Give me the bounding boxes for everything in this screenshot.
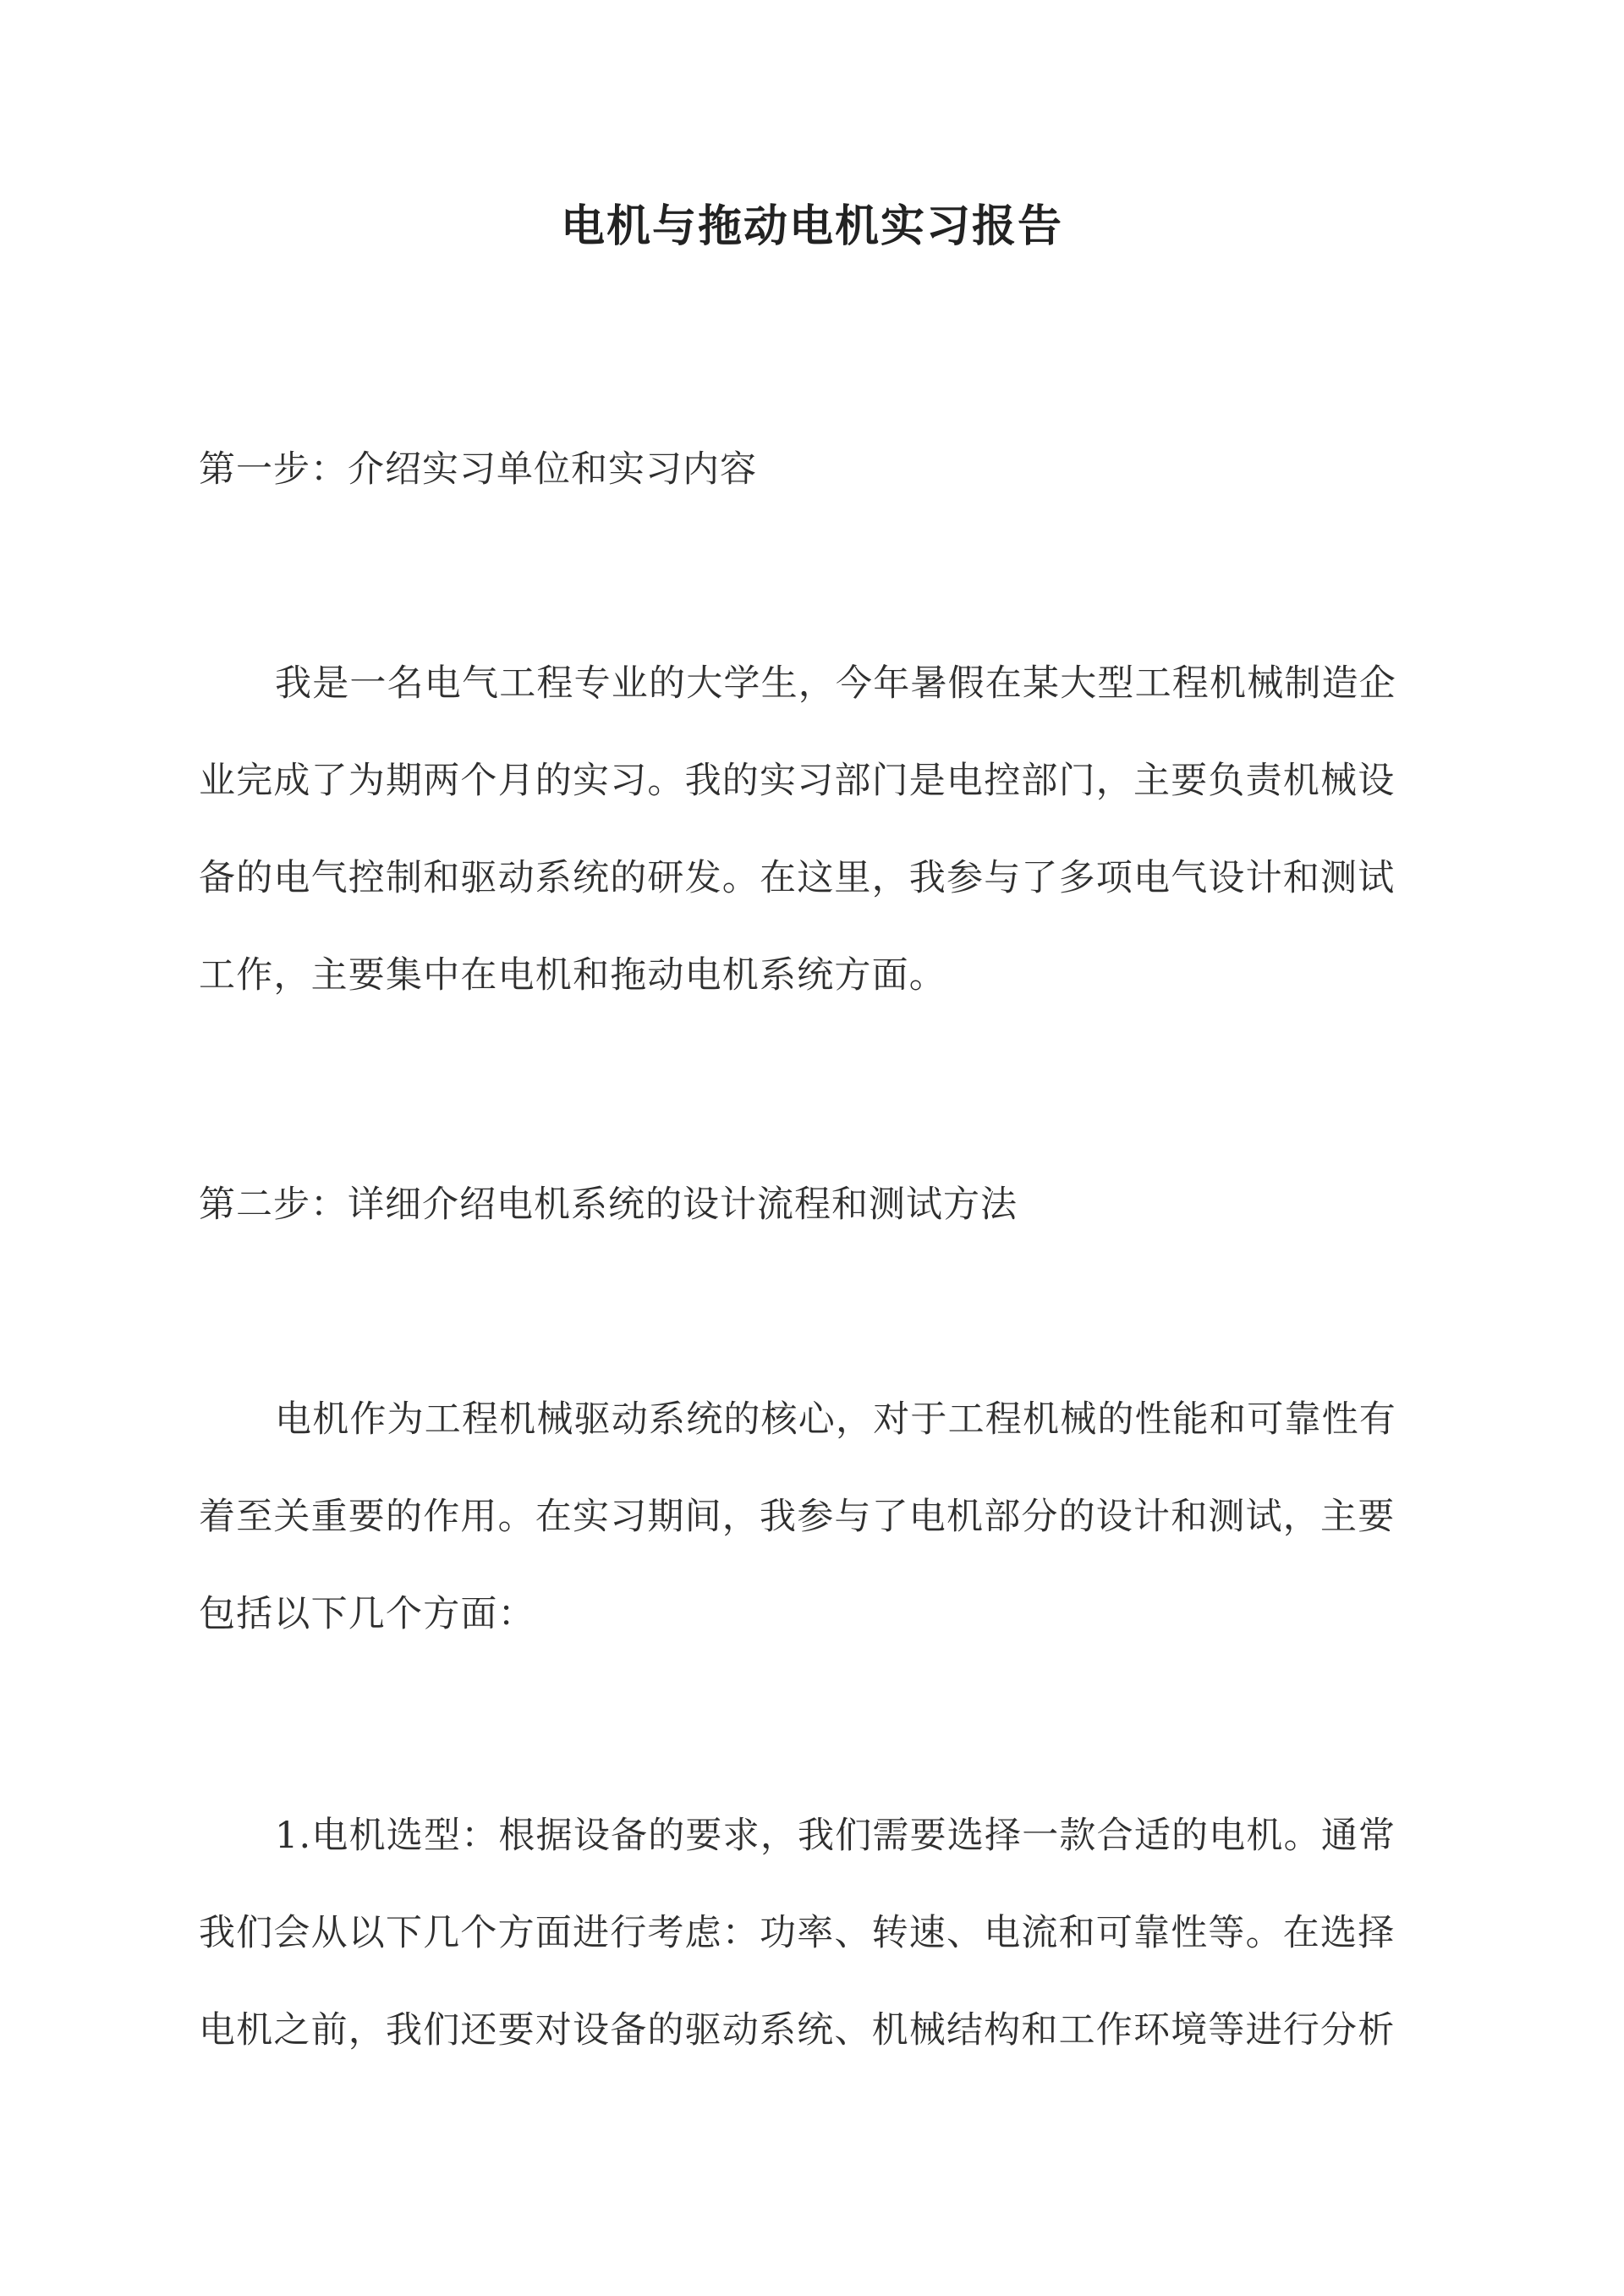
section-heading-step1: 第一步：介绍实习单位和实习内容 bbox=[199, 448, 757, 491]
list-item-motor-selection bbox=[199, 1810, 1425, 2102]
paragraph-line: 1.电机选型：根据设备的要求，我们需要选择一款合适的电机。通常 bbox=[275, 1815, 1396, 1857]
paragraph-line: 我们会从以下几个方面进行考虑：功率、转速、电流和可靠性等。在选择 bbox=[199, 1912, 1396, 1954]
paragraph-line: 电机作为工程机械驱动系统的核心，对于工程机械的性能和可靠性有 bbox=[275, 1398, 1396, 1441]
paragraph-line: 电机之前，我们还要对设备的驱动系统、机械结构和工作环境等进行分析 bbox=[199, 2009, 1396, 2052]
paragraph-line: 业完成了为期两个月的实习。我的实习部门是电控部门，主要负责机械设 bbox=[199, 760, 1396, 802]
paragraph-line: 包括以下几个方面： bbox=[199, 1593, 535, 1635]
section-heading-step2: 第二步：详细介绍电机系统的设计流程和测试方法 bbox=[199, 1184, 1018, 1226]
paragraph-line: 备的电气控制和驱动系统的研发。在这里，我参与了多项电气设计和测试 bbox=[199, 857, 1396, 899]
paragraph-line: 着至关重要的作用。在实习期间，我参与了电机部分的设计和测试，主要 bbox=[199, 1496, 1396, 1538]
document-title: 电机与拖动电机实习报告 bbox=[560, 200, 1063, 252]
paragraph-motor-design bbox=[199, 1394, 1425, 1686]
paragraph-line: 工作，主要集中在电机和拖动电机系统方面。 bbox=[199, 954, 946, 997]
paragraph-internship-intro bbox=[199, 658, 1425, 1047]
paragraph-line: 我是一名电气工程专业的大学生，今年暑假在某大型工程机械制造企 bbox=[275, 662, 1396, 705]
